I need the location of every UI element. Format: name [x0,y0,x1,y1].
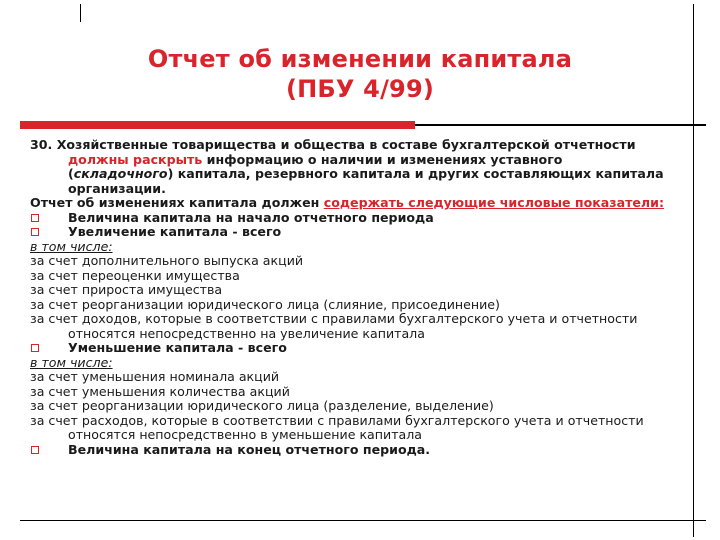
including-label: в том числе: [30,238,113,254]
paragraph-30: 30. Хозяйственные товарищества и общества в составе бухгалтерской отчетности должны раскрыть информацию о наличии и изменениях уставного (складочного) капитала, резервного капитала и других составляющих капитала организации. [30,137,664,196]
bullet-start-capital: Величина капитала на начало отчетного периода [30,211,670,226]
frame-top-line [80,4,81,22]
title-line-2: (ПБУ 4/99) [285,75,435,103]
title-line-1: Отчет об изменении капитала [147,45,573,73]
bullet-increase: Увеличение капитала - всего [30,225,670,240]
title-accent-bar [20,121,415,129]
list-item: за счет уменьшения номинала акций [30,369,280,384]
checkbox-bullet-icon [31,446,39,454]
bullet-decrease: Уменьшение капитала - всего [30,341,670,356]
bullet-end-capital: Величина капитала на конец отчетного периода. [30,443,670,458]
list-item: за счет реорганизации юридического лица (слияние, присоединение) [30,296,500,312]
frame-bottom-line [20,520,706,521]
checkbox-bullet-icon [31,214,39,222]
slide-title [110,44,610,104]
intro-paragraph: Отчет об изменениях капитала должен содержать следующие числовые показатели: [30,195,665,210]
list-item: за счет реорганизации юридического лица (разделение, выделение) [30,398,494,413]
including-label: в том числе: [30,354,113,370]
highlight-indicators: содержать следующие числовые показатели: [323,195,665,210]
list-item: за счет прироста имущества [30,282,223,297]
list-item: за счет дополнительного выпуска акций [30,253,304,268]
slide-content [30,138,670,457]
highlight-must-disclose: должны раскрыть [68,151,203,167]
checkbox-bullet-icon [31,344,39,352]
list-item: за счет переоценки имущества [30,267,240,283]
list-item: за счет уменьшения количества акций [30,383,290,399]
checkbox-bullet-icon [31,228,39,236]
list-item: за счет расходов, которые в соответствии с правилами бухгалтерского учета и отчетности относятся непосредственно в уменьшение капитала [30,412,644,442]
frame-right-line [693,4,694,537]
list-item: за счет доходов, которые в соответствии с правилами бухгалтерского учета и отчетности относятся непосредственно на увеличение капитала [30,311,638,341]
